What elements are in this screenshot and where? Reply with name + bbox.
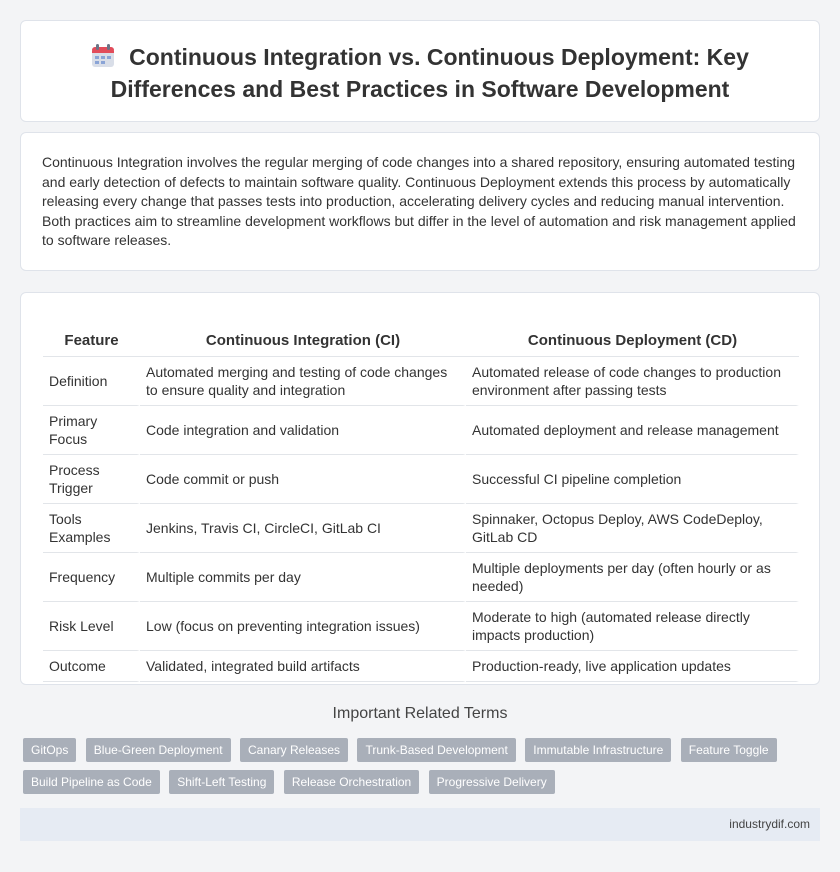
table-row (43, 455, 799, 504)
ci-cell: Validated, integrated build artifacts (140, 651, 466, 682)
cd-cell: Successful CI pipeline completion (466, 455, 799, 504)
tag-progressive-delivery[interactable]: Progressive Delivery (429, 770, 555, 794)
cd-cell: Production-ready, live application updates (466, 651, 799, 682)
tag-trunk-based-development[interactable]: Trunk-Based Development (357, 738, 515, 762)
table-row (43, 357, 799, 406)
related-terms-heading: Important Related Terms (332, 705, 508, 722)
title-card (20, 20, 820, 122)
ci-cell: Multiple commits per day (140, 553, 466, 602)
tag-immutable-infrastructure[interactable]: Immutable Infrastructure (525, 738, 671, 762)
header-feature: Feature (43, 313, 140, 357)
feature-cell: Process Trigger (43, 455, 140, 504)
cd-cell: Automated release of code changes to production environment after passing tests (466, 357, 799, 406)
feature-cell: Definition (43, 357, 140, 406)
tag-release-orchestration[interactable]: Release Orchestration (284, 770, 419, 794)
table-header-row (43, 313, 799, 357)
footer-site[interactable]: industrydif.com (729, 817, 810, 831)
ci-cell: Code integration and validation (140, 406, 466, 455)
feature-cell: Outcome (43, 651, 140, 682)
comparison-table-card (20, 292, 820, 685)
page-title (51, 43, 789, 104)
related-terms-tags (23, 738, 823, 802)
tag-feature-toggle[interactable]: Feature Toggle (681, 738, 777, 762)
tag-gitops[interactable]: GitOps (23, 738, 76, 762)
table-row (43, 504, 799, 553)
table-row (43, 406, 799, 455)
table-row (43, 553, 799, 602)
ci-cell: Automated merging and testing of code changes to ensure quality and integration (140, 357, 466, 406)
comparison-table (43, 313, 799, 682)
tag-canary-releases[interactable]: Canary Releases (240, 738, 348, 762)
feature-cell: Risk Level (43, 602, 140, 651)
table-row (43, 602, 799, 651)
header-ci: Continuous Integration (CI) (140, 313, 466, 357)
intro-paragraph: Continuous Integration involves the regular merging of code changes into a shared repository, ensuring automated testing and early detection of defects to maintain software quality. Continuous Deployment extends this process by automatically releasing every change that passes tests into production, accelerating delivery cycles and reducing manual intervention. Both practices aim to streamline development workflows but differ in the level of automation and risk management applied to software releases. (42, 154, 796, 249)
cd-cell: Moderate to high (automated release directly impacts production) (466, 602, 799, 651)
table-row (43, 651, 799, 682)
calendar-icon (91, 44, 115, 75)
ci-cell: Code commit or push (140, 455, 466, 504)
intro-card (20, 132, 820, 271)
footer (20, 808, 820, 841)
feature-cell: Primary Focus (43, 406, 140, 455)
ci-cell: Low (focus on preventing integration issues) (140, 602, 466, 651)
ci-cell: Jenkins, Travis CI, CircleCI, GitLab CI (140, 504, 466, 553)
feature-cell: Tools Examples (43, 504, 140, 553)
cd-cell: Spinnaker, Octopus Deploy, AWS CodeDeploy, GitLab CD (466, 504, 799, 553)
cd-cell: Multiple deployments per day (often hourly or as needed) (466, 553, 799, 602)
feature-cell: Frequency (43, 553, 140, 602)
cd-cell: Automated deployment and release management (466, 406, 799, 455)
tag-build-pipeline-as-code[interactable]: Build Pipeline as Code (23, 770, 160, 794)
page-title-text: Continuous Integration vs. Continuous Deployment: Key Differences and Best Practices in Software Development (110, 44, 749, 102)
header-cd: Continuous Deployment (CD) (466, 313, 799, 357)
tag-shift-left-testing[interactable]: Shift-Left Testing (169, 770, 274, 794)
tag-blue-green-deployment[interactable]: Blue-Green Deployment (86, 738, 231, 762)
